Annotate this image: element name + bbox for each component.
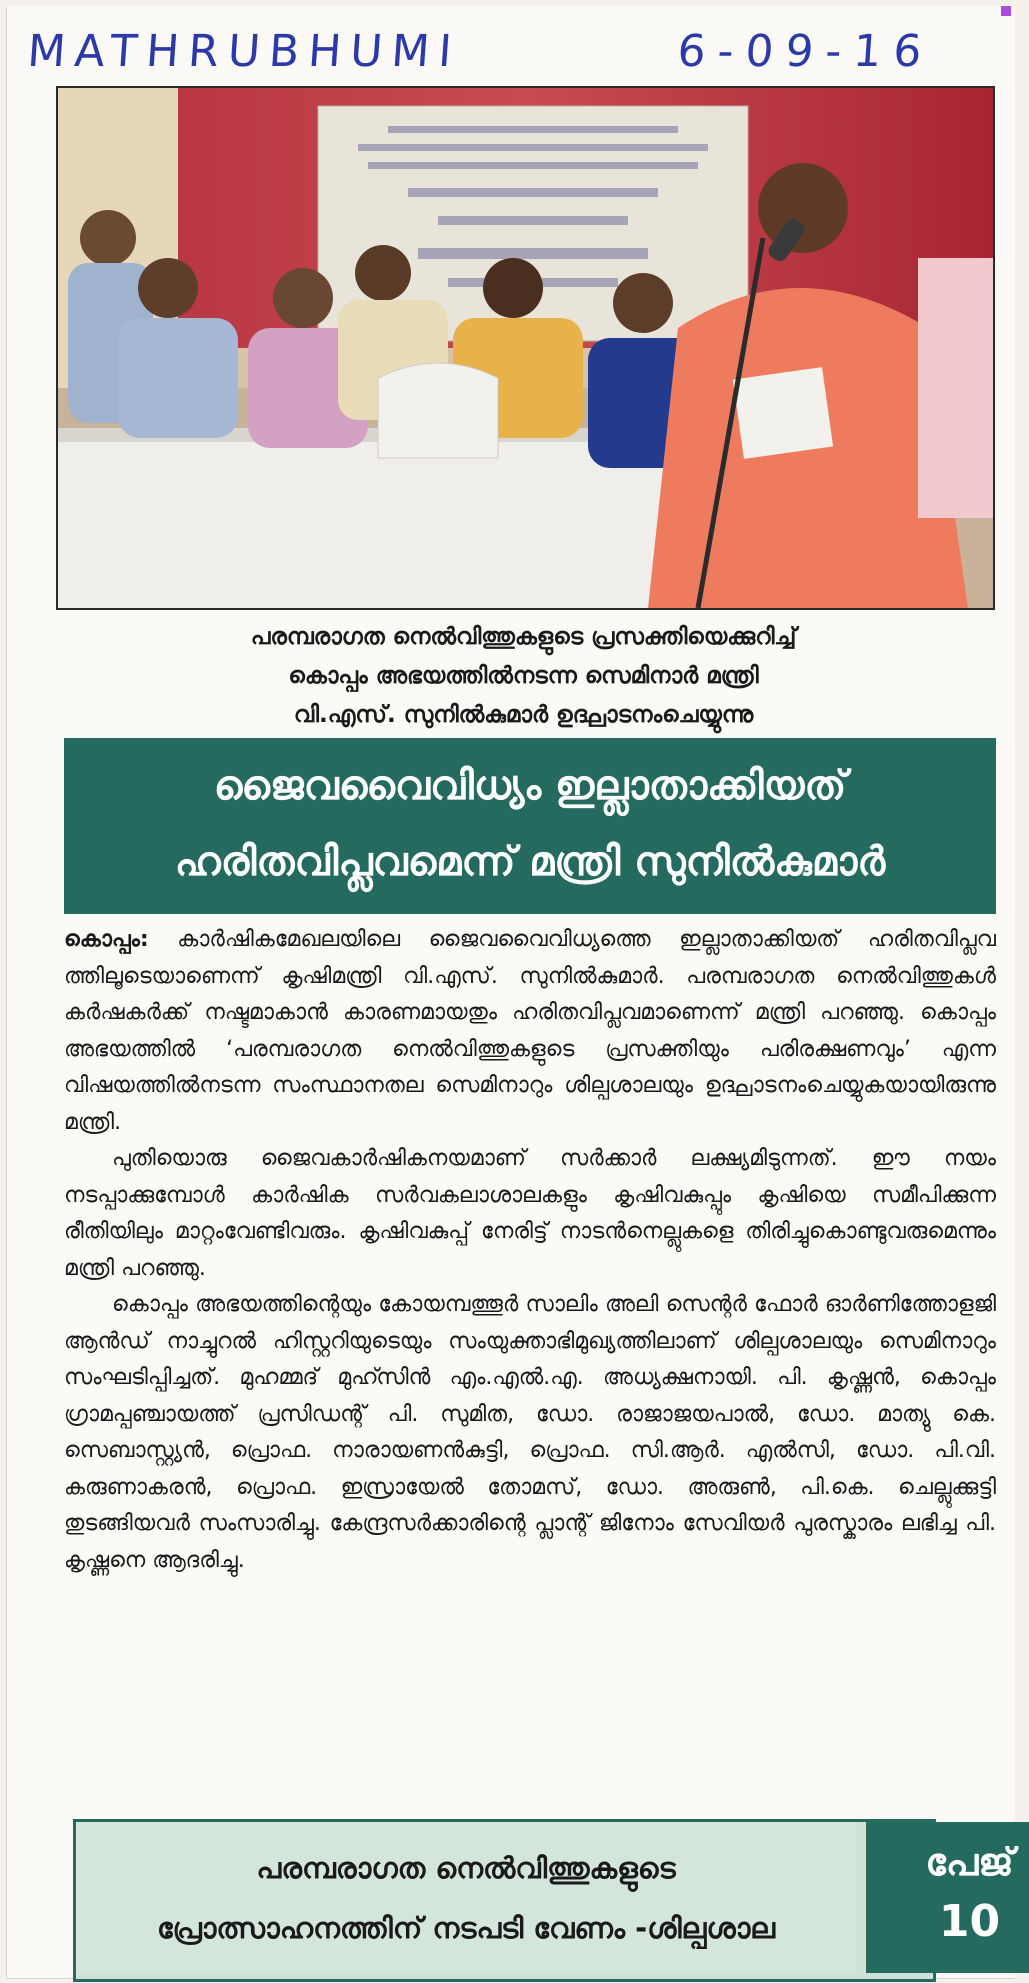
page-label: പേജ് <box>925 1840 1014 1884</box>
headline <box>64 738 996 914</box>
seminar-photo-illustration <box>58 88 993 608</box>
headline-line: ജൈവവൈവിധ്യം ഇല്ലാതാക്കിയത് <box>213 763 847 809</box>
caption-line: പരമ്പരാഗത നെൽവിത്തുകളുടെ പ്രസക്തിയെക്കുറിച്ച് <box>250 624 797 650</box>
caption-line: കൊപ്പം അഭയത്തിൽനടന്ന സെമിനാർ മന്ത്രി <box>288 663 759 689</box>
related-story-title <box>76 1822 856 1973</box>
newspaper-clipping <box>6 6 1015 1979</box>
page-number: 10 <box>938 1896 1001 1947</box>
caption-line: വി.എസ്. സുനിൽകുമാർ ഉദ്ഘാടനംചെയ്യുന്നു <box>293 702 754 728</box>
publication-name: MATHRUBHUMI <box>25 26 463 77</box>
article-paragraph <box>64 922 996 1141</box>
photo-caption <box>56 618 991 735</box>
article-body <box>64 922 996 1579</box>
related-story-box <box>73 1819 1014 1982</box>
dateline: കൊപ്പം: <box>64 927 149 952</box>
clipping-date: 6-09-16 <box>675 26 936 77</box>
article-paragraph: കൊപ്പം അഭയത്തിന്റെയും കോയമ്പത്തൂർ സാലിം അലി സെന്റർ ഫോർ ഓർണിത്തോളജി ആൻഡ് നാച്ചുറൽ ഹിസ്റ്ററിയുടെയും സംയുക്താഭിമുഖ്യത്തിലാണ് ശില്പശാലയും സെമിനാറും സംഘടിപ്പിച്ചത്. മുഹമ്മദ് മുഹ്സിൻ എം.എൽ.എ. അധ്യക്ഷനായി. പി. കൃഷ്ണൻ, കൊപ്പം ഗ്രാമപ്പഞ്ചായത്ത് പ്രസിഡന്റ് പി. സുമിത, ഡോ. രാജാജയപാൽ, ഡോ. മാത്യു കെ. സെബാസ്റ്റ്യൻ, പ്രൊഫ. നാരായണൻകുട്ടി, പ്രൊഫ. സി.ആർ. എൽസി, ഡോ. പി.വി. കരുണാകരൻ, പ്രൊഫ. ഇസ്രായേൽ തോമസ്, ഡോ. അരുൺ, പി.കെ. ചെല്ലുക്കുട്ടി തുടങ്ങിയവർ സംസാരിച്ചു. കേന്ദ്രസർക്കാരിന്റെ പ്ലാന്റ് ജിനോം സേവിയർ പുരസ്കാരം ലഭിച്ച പി. കൃഷ്ണനെ ആദരിച്ചു. <box>64 1292 996 1573</box>
related-title-line: പ്രോത്സാഹനത്തിന് നടപടി വേണം -ശില്പശാല <box>156 1911 776 1945</box>
paragraph-text: കാർഷികമേഖലയിലെ ജൈവവൈവിധ്യത്തെ ഇല്ലാതാക്കിയത് ഹരിതവിപ്ലവ ത്തിലൂടെയാണെന്ന് കൃഷിമന്ത്രി വി.എസ്. സുനിൽകുമാർ. പരമ്പരാഗത നെൽവിത്തുകൾ കർഷകർക്ക് നഷ്ടമാകാൻ കാരണമായതും ഹരിതവിപ്ലവമാണെന്ന് മന്ത്രി പറഞ്ഞു. കൊപ്പം അഭയത്തിൽ ‘പരമ്പരാഗത നെൽവിത്തുകളുടെ പ്രസക്തിയും പരിരക്ഷണവും’ എന്ന വിഷയത്തിൽനടന്ന സംസ്ഥാനതല സെമിനാറും ശില്പശാലയും ഉദ്ഘാടനംചെയ്യുകയായിരുന്നു മന്ത്രി. <box>64 927 996 1135</box>
page-reference <box>866 1822 1029 1973</box>
headline-line: ഹരിതവിപ്ലവമെന്ന് മന്ത്രി സുനിൽകുമാർ <box>174 839 886 885</box>
ink-mark <box>1001 6 1011 16</box>
related-title-line: പരമ്പരാഗത നെൽവിത്തുകളുടെ <box>256 1851 676 1885</box>
article-paragraph: പുതിയൊരു ജൈവകാർഷികനയമാണ് സർക്കാർ ലക്ഷ്യമിടുന്നത്. ഈ നയം നടപ്പാക്കുമ്പോൾ കാർഷിക സർവകലാശാലകളും കൃഷിവകുപ്പും കൃഷിയെ സമീപിക്കുന്ന രീതിയിലും മാറ്റംവേണ്ടിവരും. കൃഷിവകുപ്പ് നേരിട്ട് നാടൻനെല്ലുകളെ തിരിച്ചുകൊണ്ടുവരുമെന്നും മന്ത്രി പറഞ്ഞു. <box>64 1146 996 1281</box>
news-photo <box>56 86 995 610</box>
